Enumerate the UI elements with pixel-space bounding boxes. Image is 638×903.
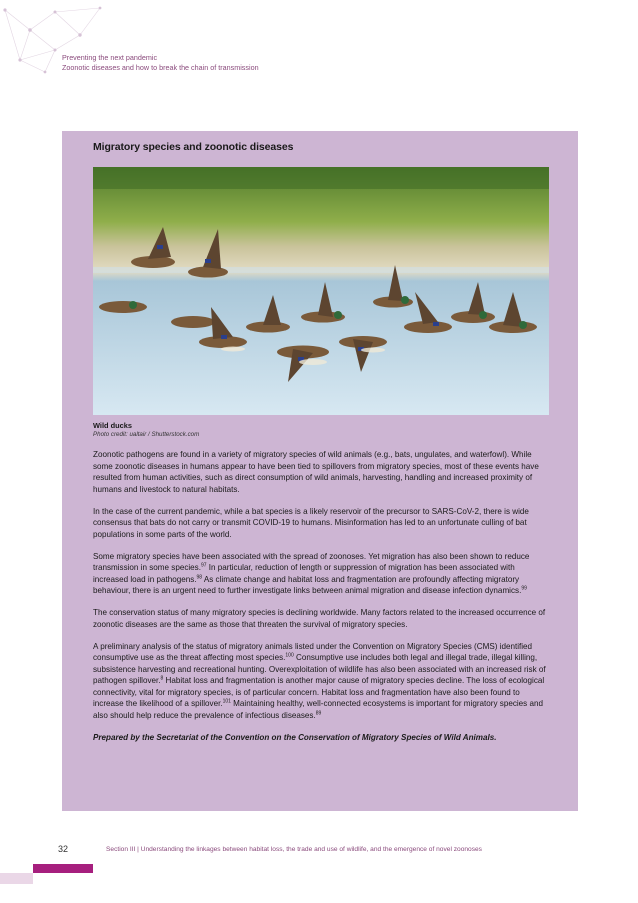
- photo-caption: Wild ducks: [93, 421, 132, 430]
- running-head: [62, 53, 259, 73]
- migratory-species-box: [62, 131, 578, 811]
- footer-accent-bar: [33, 864, 93, 873]
- paragraph-5: A preliminary analysis of the status of migratory animals listed under the Convention on Migratory Species (CMS) identified consumptive use as the threat affecting most species.$^{100}$ Consumptive use includes both legal and illegal trade, illegal killing, subsistence harvesting and recreational hunting. Overexploitation of wildlife has also been associated with an increased risk of pathogen spillover.$^8$ Habitat loss and fragmentation is another major cause of migratory species decline. The loss of ecological connectivity, vital for migratory species, is of particular concern. Habitat loss and fragmentation have also been found to increase the likelihood of a spillover.$^{101}$ Maintaining healthy, well-connected ecosystems is important for migratory species and also should help reduce the prevalence of infectious diseases.$^{89}$: [93, 641, 546, 720]
- footer-accent-bar-light: [0, 873, 33, 884]
- footnote-ref: 99: [521, 585, 527, 592]
- ducks-illustration: [93, 167, 549, 415]
- footnote-ref: 98: [196, 573, 203, 580]
- box-body-text: [93, 449, 551, 754]
- footnote-ref: 89: [315, 709, 322, 716]
- wild-ducks-photo: [93, 167, 549, 415]
- page-number: 32: [58, 844, 69, 854]
- running-head-title: Preventing the next pandemic: [62, 53, 158, 62]
- footer-section-text: Section III | Understanding the linkages between habitat loss, the trade and use of wildlife, and the emergence of novel zoonoses: [106, 846, 482, 853]
- footnote-ref: 101: [222, 698, 231, 705]
- footnote-ref: 8: [160, 675, 164, 682]
- footnote-ref: 97: [200, 562, 207, 569]
- photo-credit: Photo credit: ualtair / Shutterstock.com: [93, 431, 200, 438]
- paragraph-1: Zoonotic pathogens are found in a variety of migratory species of wild animals (e.g., bats, ungulates, and waterfowl). While some zoonotic diseases in humans appear to have been tied to spillovers from migratory species, most of these events have resulted from human activities, such as direct consumption of wild animals, harvesting, handling and increased proximity of humans and livestock to natural habitats.: [93, 450, 539, 494]
- running-head-subtitle: Zoonotic diseases and how to break the chain of transmission: [62, 63, 259, 72]
- footnote-ref: 100: [285, 652, 294, 659]
- paragraph-3: Some migratory species have been associated with the spread of zoonoses. Yet migration has also been shown to reduce transmission in some species.$^{97}$ In particular, reduction of length or suppression of migration has been associated with increased load in pathogens.$^{98}$ As climate change and habitat loss and fragmentation are profoundly affecting migratory behaviour, there is an urgent need to further investigate links between animal migration and disease infection dynamics.$^{99}$: [93, 551, 530, 595]
- box-title: Migratory species and zoonotic diseases: [93, 141, 294, 153]
- paragraph-4: The conservation status of many migratory species is declining worldwide. Many factors related to the increased occurrence of zoonotic diseases are the same as those that threaten the survival of migratory species.: [93, 608, 546, 629]
- paragraph-2: In the case of the current pandemic, while a bat species is a likely reservoir of the precursor to SARS-CoV-2, there is wide consensus that bats do not carry or transmit COVID-19 to humans. Misinformation has led to an unfortunate culling of bat populations in some parts of the world.: [93, 506, 529, 539]
- signoff: Prepared by the Secretariat of the Convention on the Conservation of Migratory Species of Wild Animals.: [93, 732, 497, 742]
